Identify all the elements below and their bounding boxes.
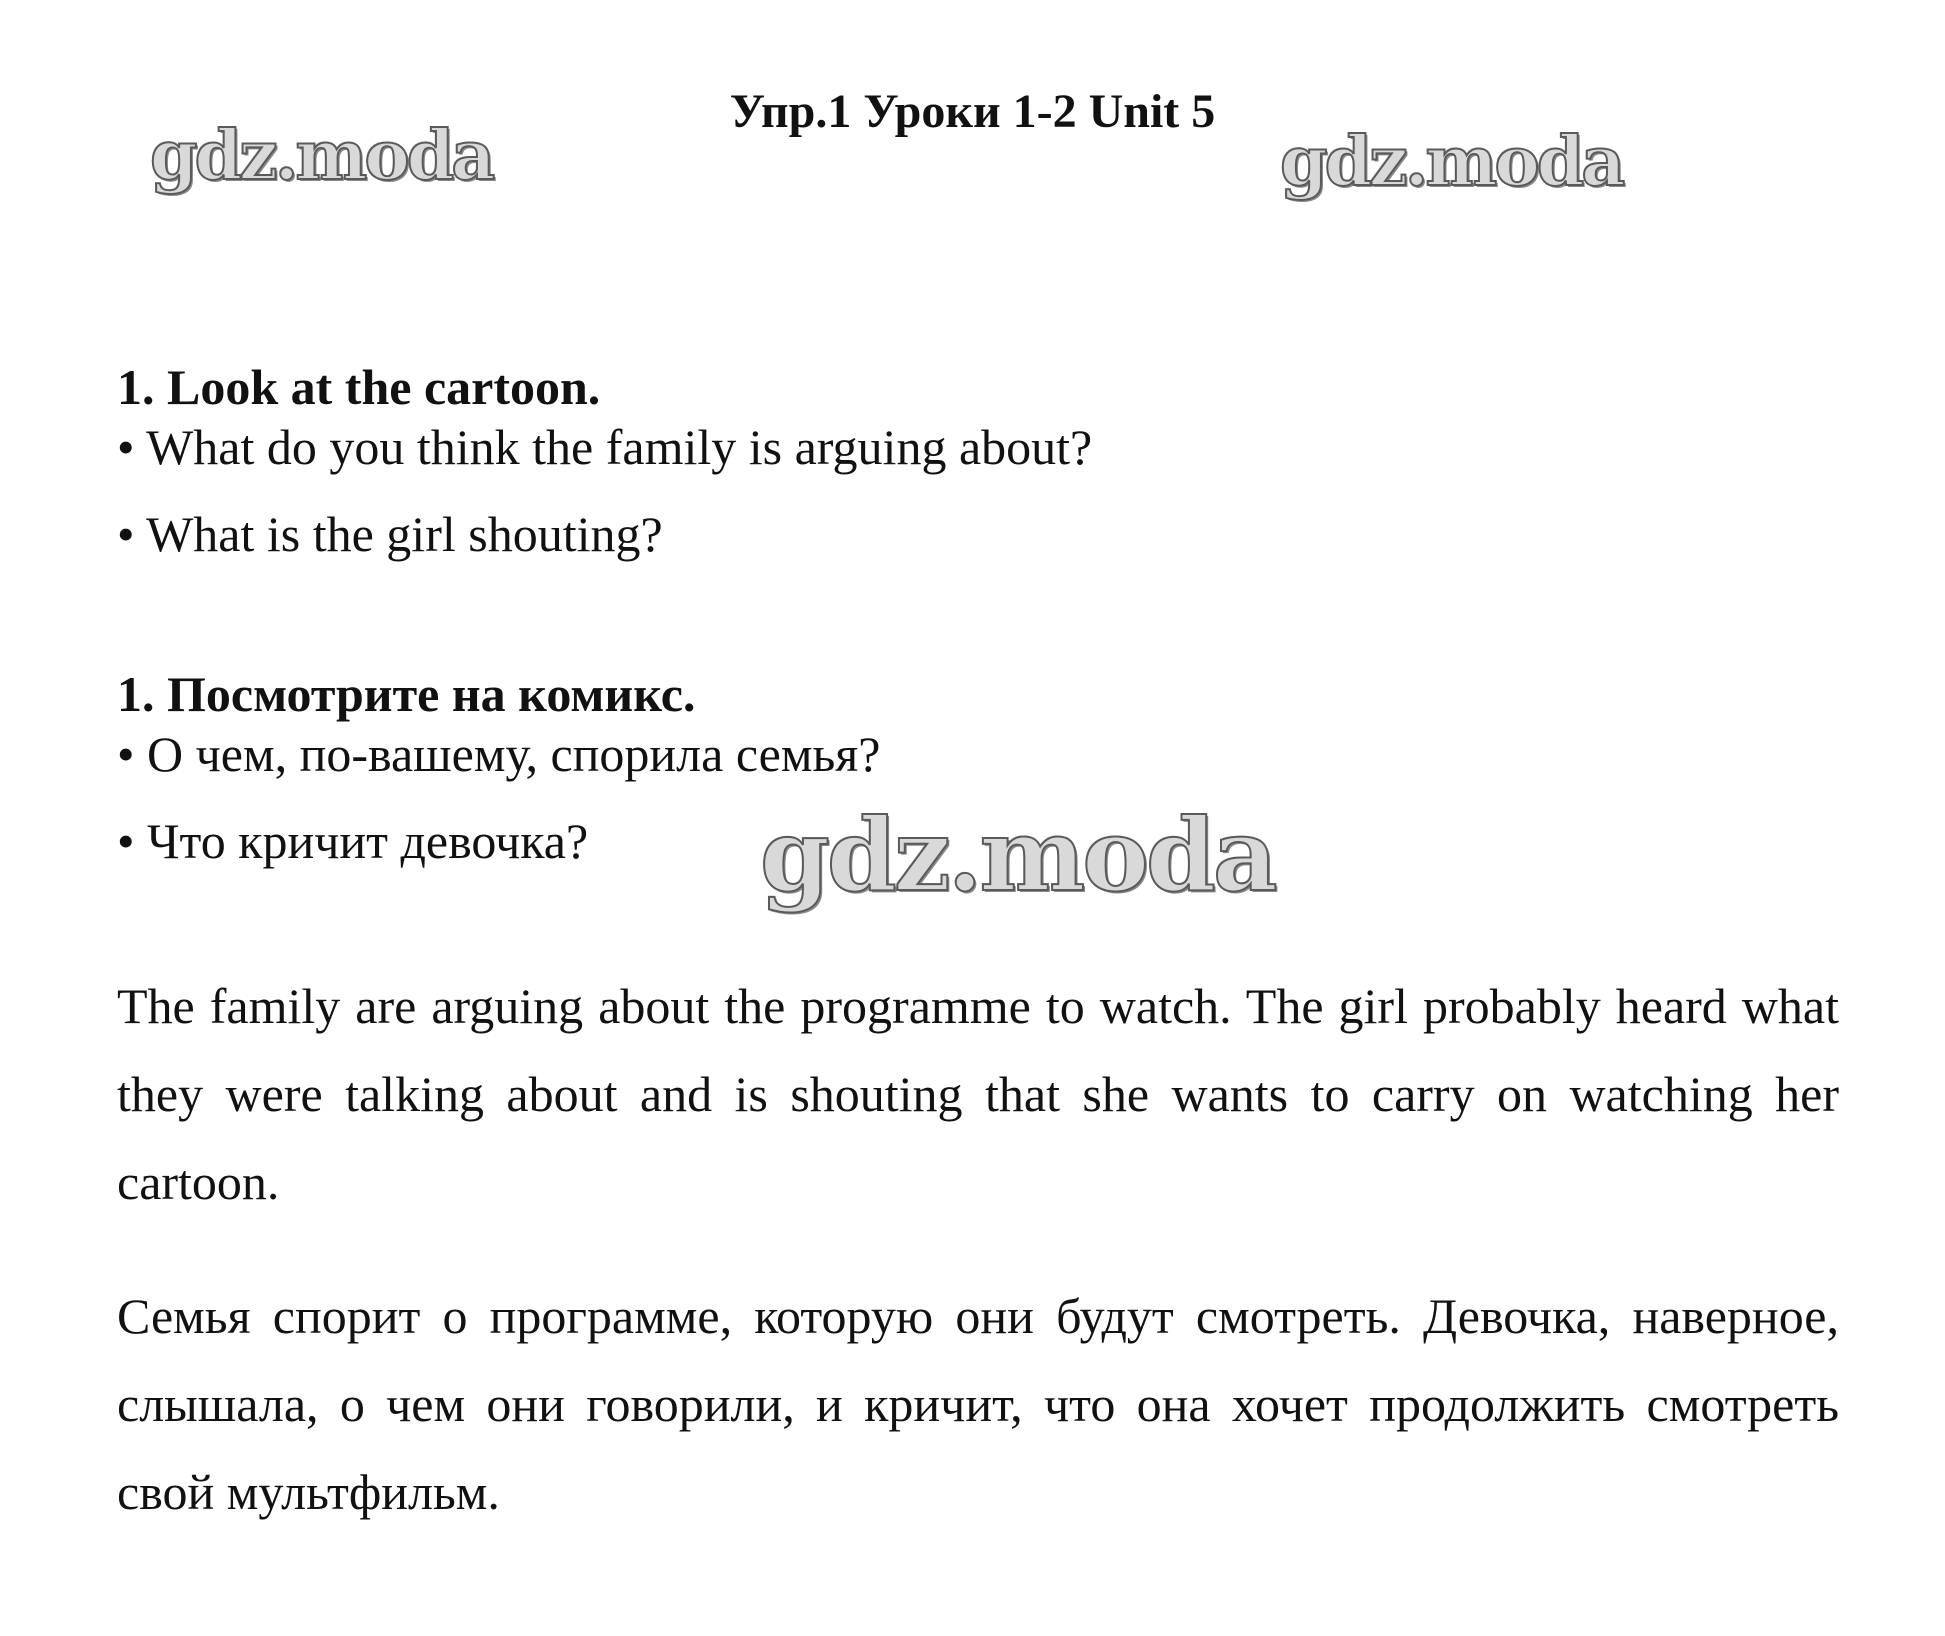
question-bullet: • О чем, по-вашему, спорила семья? [117, 726, 881, 782]
answer-text-en: The family are arguing about the programme to watch. The girl probably heard what they were talking about and is shouting that she wants to carry on watching her cartoon. [117, 978, 1839, 1210]
exercise-heading-ru: 1. Посмотрите на комикс. [117, 666, 696, 722]
question-bullet: • Что кричит девочка? [117, 813, 589, 869]
exercise-english [117, 357, 1839, 564]
page-title: Упр.1 Уроки 1-2 Unit 5 [729, 85, 1216, 138]
answer-english [117, 962, 1839, 1226]
question-bullet: • What is the girl shouting? [117, 506, 663, 562]
watermark-logo: gdz.moda [150, 116, 493, 196]
question-bullet: • What do you think the family is arguing about? [117, 419, 1093, 475]
watermark-logo: gdz.moda [1280, 122, 1623, 202]
answer-russian [117, 1272, 1839, 1536]
exercise-heading-en: 1. Look at the cartoon. [117, 359, 601, 415]
watermark-logo: gdz.moda [760, 796, 1275, 914]
answer-text-ru: Семья спорит о программе, которую они будут смотреть. Девочка, наверное, слышала, о чем они говорили, и кричит, что она хочет продолжить смотреть свой мультфильм. [117, 1288, 1839, 1520]
